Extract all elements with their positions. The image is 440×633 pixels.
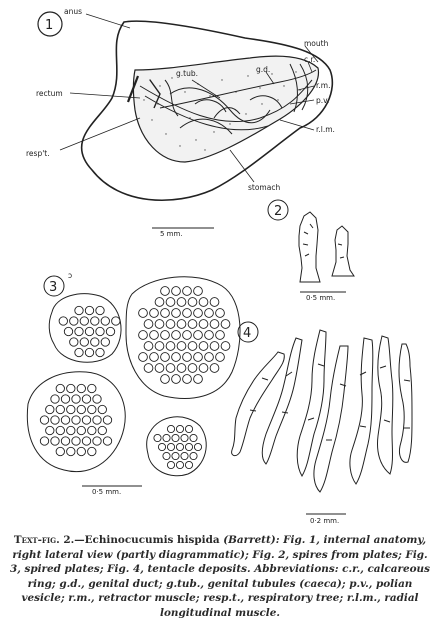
plate-perforation <box>176 443 183 450</box>
fig3-scale-label: 0·5 mm. <box>92 488 122 496</box>
plate-perforation <box>61 395 69 403</box>
plate-perforation <box>183 375 192 384</box>
plate-perforation <box>205 331 214 340</box>
plate-perforation <box>93 416 101 424</box>
plate-perforation <box>56 405 64 413</box>
plate-perforation <box>51 395 59 403</box>
plate-perforation <box>183 353 192 362</box>
plate-perforation <box>101 338 109 346</box>
fig1-scale-label: 5 mm. <box>160 230 183 238</box>
plate-perforation <box>172 434 179 441</box>
plate-perforation <box>161 309 170 318</box>
plate-perforation <box>205 353 214 362</box>
plate-perforation <box>61 416 69 424</box>
fig1-number: 1 <box>45 18 54 33</box>
plate-perforation <box>185 425 192 432</box>
plate-perforation <box>72 416 80 424</box>
plate-perforation <box>77 384 85 392</box>
figure-caption <box>8 533 432 629</box>
plate-perforation <box>172 353 181 362</box>
plate-perforation <box>51 437 59 445</box>
plate-perforation <box>40 437 48 445</box>
plate-perforation <box>139 309 148 318</box>
label-stomach: stomach <box>248 183 281 192</box>
plate-perforation <box>194 375 203 384</box>
plate-perforation <box>154 434 161 441</box>
plate-perforation <box>221 320 230 329</box>
plate-perforation <box>177 298 186 307</box>
label-respt: resp't. <box>26 149 50 158</box>
fig4-tentacle-deposits <box>232 322 412 514</box>
plate-perforation <box>183 309 192 318</box>
fig1-anatomy <box>38 12 332 228</box>
plate-perforation <box>70 338 78 346</box>
plate-perforation <box>194 309 203 318</box>
plate-perforation <box>150 331 159 340</box>
plate-perforation <box>167 461 174 468</box>
plate-perforation <box>188 298 197 307</box>
plate-perforation <box>139 331 148 340</box>
plate-perforation <box>190 434 197 441</box>
plate-perforation <box>199 298 208 307</box>
plate-perforation <box>112 317 120 325</box>
plate-perforation <box>51 416 59 424</box>
label-mouth: mouth <box>304 39 329 48</box>
plate-perforation <box>82 437 90 445</box>
label-gtub: g.tub. <box>176 69 198 78</box>
plate-perforation <box>70 317 78 325</box>
plate-perforation <box>67 426 75 434</box>
deposit-5 <box>350 338 373 484</box>
plate-perforation <box>188 342 197 351</box>
plate-perforation <box>163 452 170 459</box>
plate-perforation <box>93 437 101 445</box>
plate-perforation <box>77 405 85 413</box>
plate-perforation <box>150 309 159 318</box>
plate-perforation <box>199 342 208 351</box>
plate-perforation <box>67 405 75 413</box>
plate-perforation <box>166 364 175 373</box>
plate-perforation <box>161 353 170 362</box>
plate-perforation <box>144 320 153 329</box>
plate-perforation <box>75 306 83 314</box>
plate-perforation <box>67 447 75 455</box>
label-pv: p.v. <box>316 96 330 105</box>
plate-perforation <box>181 434 188 441</box>
plate-perforation <box>91 338 99 346</box>
fig4-number: 4 <box>243 326 252 341</box>
plate-perforation <box>56 426 64 434</box>
plate-perforation <box>158 443 165 450</box>
plate-perforation <box>194 443 201 450</box>
plate-perforation <box>199 364 208 373</box>
spire-small <box>332 226 354 276</box>
caption-body: (Barrett): Fig. 1, internal anatomy, right lateral view (partly diagrammatic); Fig. 2, spires from plates; Fig. 3, spired plates; Fig. 4, tentacle deposits. Abbreviations: c.r., calcareous ring; g.d., genital duct; g.tub., genital tubules (caeca); p.v., polian vesicle; r.m., retractor muscle; resp.t., respiratory tree; r.l.m., radial longitudinal muscle. <box>10 534 430 619</box>
plate-perforation <box>185 461 192 468</box>
plate-perforation <box>98 405 106 413</box>
label-rectum: rectum <box>36 89 63 98</box>
plate-perforation <box>183 287 192 296</box>
plate-perforation <box>167 443 174 450</box>
plate-perforation <box>139 353 148 362</box>
plate-perforation <box>155 320 164 329</box>
plate-perforation <box>96 306 104 314</box>
plate-perforation <box>88 384 96 392</box>
fig2-number: 2 <box>274 204 283 219</box>
plate-perforation <box>72 437 80 445</box>
plate-perforation <box>82 416 90 424</box>
fig4-scale-label: 0·2 mm. <box>310 517 340 525</box>
deposit-1 <box>232 352 285 456</box>
plate-perforation <box>85 348 93 356</box>
plate-perforation <box>85 327 93 335</box>
plate-perforation <box>205 309 214 318</box>
caption-species: Echinocucumis hispida <box>84 534 220 546</box>
plate-perforation <box>194 287 203 296</box>
plate-perforation <box>177 342 186 351</box>
plate-perforation <box>96 348 104 356</box>
plate-perforation <box>166 320 175 329</box>
plate-perforation <box>56 447 64 455</box>
plate-perforation <box>185 443 192 450</box>
plate-perforation <box>46 405 54 413</box>
plate-perforation <box>59 317 67 325</box>
plate-perforation <box>221 342 230 351</box>
deposit-6 <box>378 336 393 474</box>
plate-perforation <box>40 416 48 424</box>
plate-perforation <box>172 287 181 296</box>
plate-perforation <box>155 342 164 351</box>
plate-perforation <box>216 309 225 318</box>
plate-perforation <box>172 452 179 459</box>
plate-perforation <box>188 320 197 329</box>
plate-perforation <box>75 327 83 335</box>
plate-perforation <box>88 405 96 413</box>
plate-perforation <box>194 353 203 362</box>
caption-dash: — <box>74 534 85 546</box>
plate-perforation <box>56 384 64 392</box>
plate-perforation <box>67 384 75 392</box>
plate-perforation <box>144 342 153 351</box>
plate-perforation <box>46 426 54 434</box>
label-rm: r.m. <box>316 81 331 90</box>
plate-perforation <box>163 434 170 441</box>
plate-perforation <box>61 437 69 445</box>
plate-perforation <box>181 452 188 459</box>
plate-perforation <box>155 298 164 307</box>
plate-perforation <box>77 447 85 455</box>
plate-perforation <box>98 426 106 434</box>
plate-perforation <box>77 426 85 434</box>
plate-perforation <box>194 331 203 340</box>
label-rlm: r.l.m. <box>316 125 335 134</box>
plate-perforation <box>190 452 197 459</box>
fig1-inner-body <box>134 56 319 162</box>
plate-perforation <box>72 395 80 403</box>
plate-perforation <box>150 353 159 362</box>
plate-perforation <box>96 327 104 335</box>
plate-perforation <box>103 437 111 445</box>
plate-perforation <box>210 320 219 329</box>
plate-perforation <box>88 426 96 434</box>
plate-perforation <box>91 317 99 325</box>
plate-perforation <box>183 331 192 340</box>
plate-perforation <box>210 364 219 373</box>
plate-perforation <box>188 364 197 373</box>
fig3-mark: ɔ <box>68 271 73 280</box>
label-anus: anus <box>64 7 83 16</box>
plate-perforation <box>155 364 164 373</box>
plate-perforation <box>172 309 181 318</box>
plate-perforation <box>64 327 72 335</box>
plate-perforation <box>161 375 170 384</box>
plate-perforation <box>75 348 83 356</box>
plate-perforation <box>82 395 90 403</box>
plate-perforation <box>166 342 175 351</box>
plate-perforation <box>177 364 186 373</box>
plate-perforation <box>177 320 186 329</box>
plate-perforation <box>166 298 175 307</box>
plate-perforation <box>172 331 181 340</box>
plate-perforation <box>88 447 96 455</box>
plate-perforation <box>80 317 88 325</box>
plate-perforation <box>199 320 208 329</box>
fig2-scale-label: 0·5 mm. <box>306 294 336 302</box>
deposit-7 <box>399 344 412 462</box>
plate-perforation <box>167 425 174 432</box>
plate-perforation <box>144 364 153 373</box>
plate-perforation <box>161 287 170 296</box>
plate-perforation <box>210 298 219 307</box>
plate-perforation <box>85 306 93 314</box>
plate-perforation <box>172 375 181 384</box>
plate-perforation <box>210 342 219 351</box>
plate-perforation <box>106 327 114 335</box>
plate-perforation <box>80 338 88 346</box>
plate-perforation <box>176 461 183 468</box>
plate-perforation <box>101 317 109 325</box>
plate-perforation <box>103 416 111 424</box>
plate-perforation <box>216 353 225 362</box>
caption-head: Text-fig. 2. <box>13 534 75 546</box>
plate-perforation <box>176 425 183 432</box>
plate-perforation <box>216 331 225 340</box>
label-cr: c.r. <box>304 55 316 64</box>
plate-perforation <box>161 331 170 340</box>
plate-perforation <box>93 395 101 403</box>
fig3-number: 3 <box>49 280 58 295</box>
label-gd: g.d. <box>256 65 271 74</box>
spire-large <box>299 212 320 282</box>
